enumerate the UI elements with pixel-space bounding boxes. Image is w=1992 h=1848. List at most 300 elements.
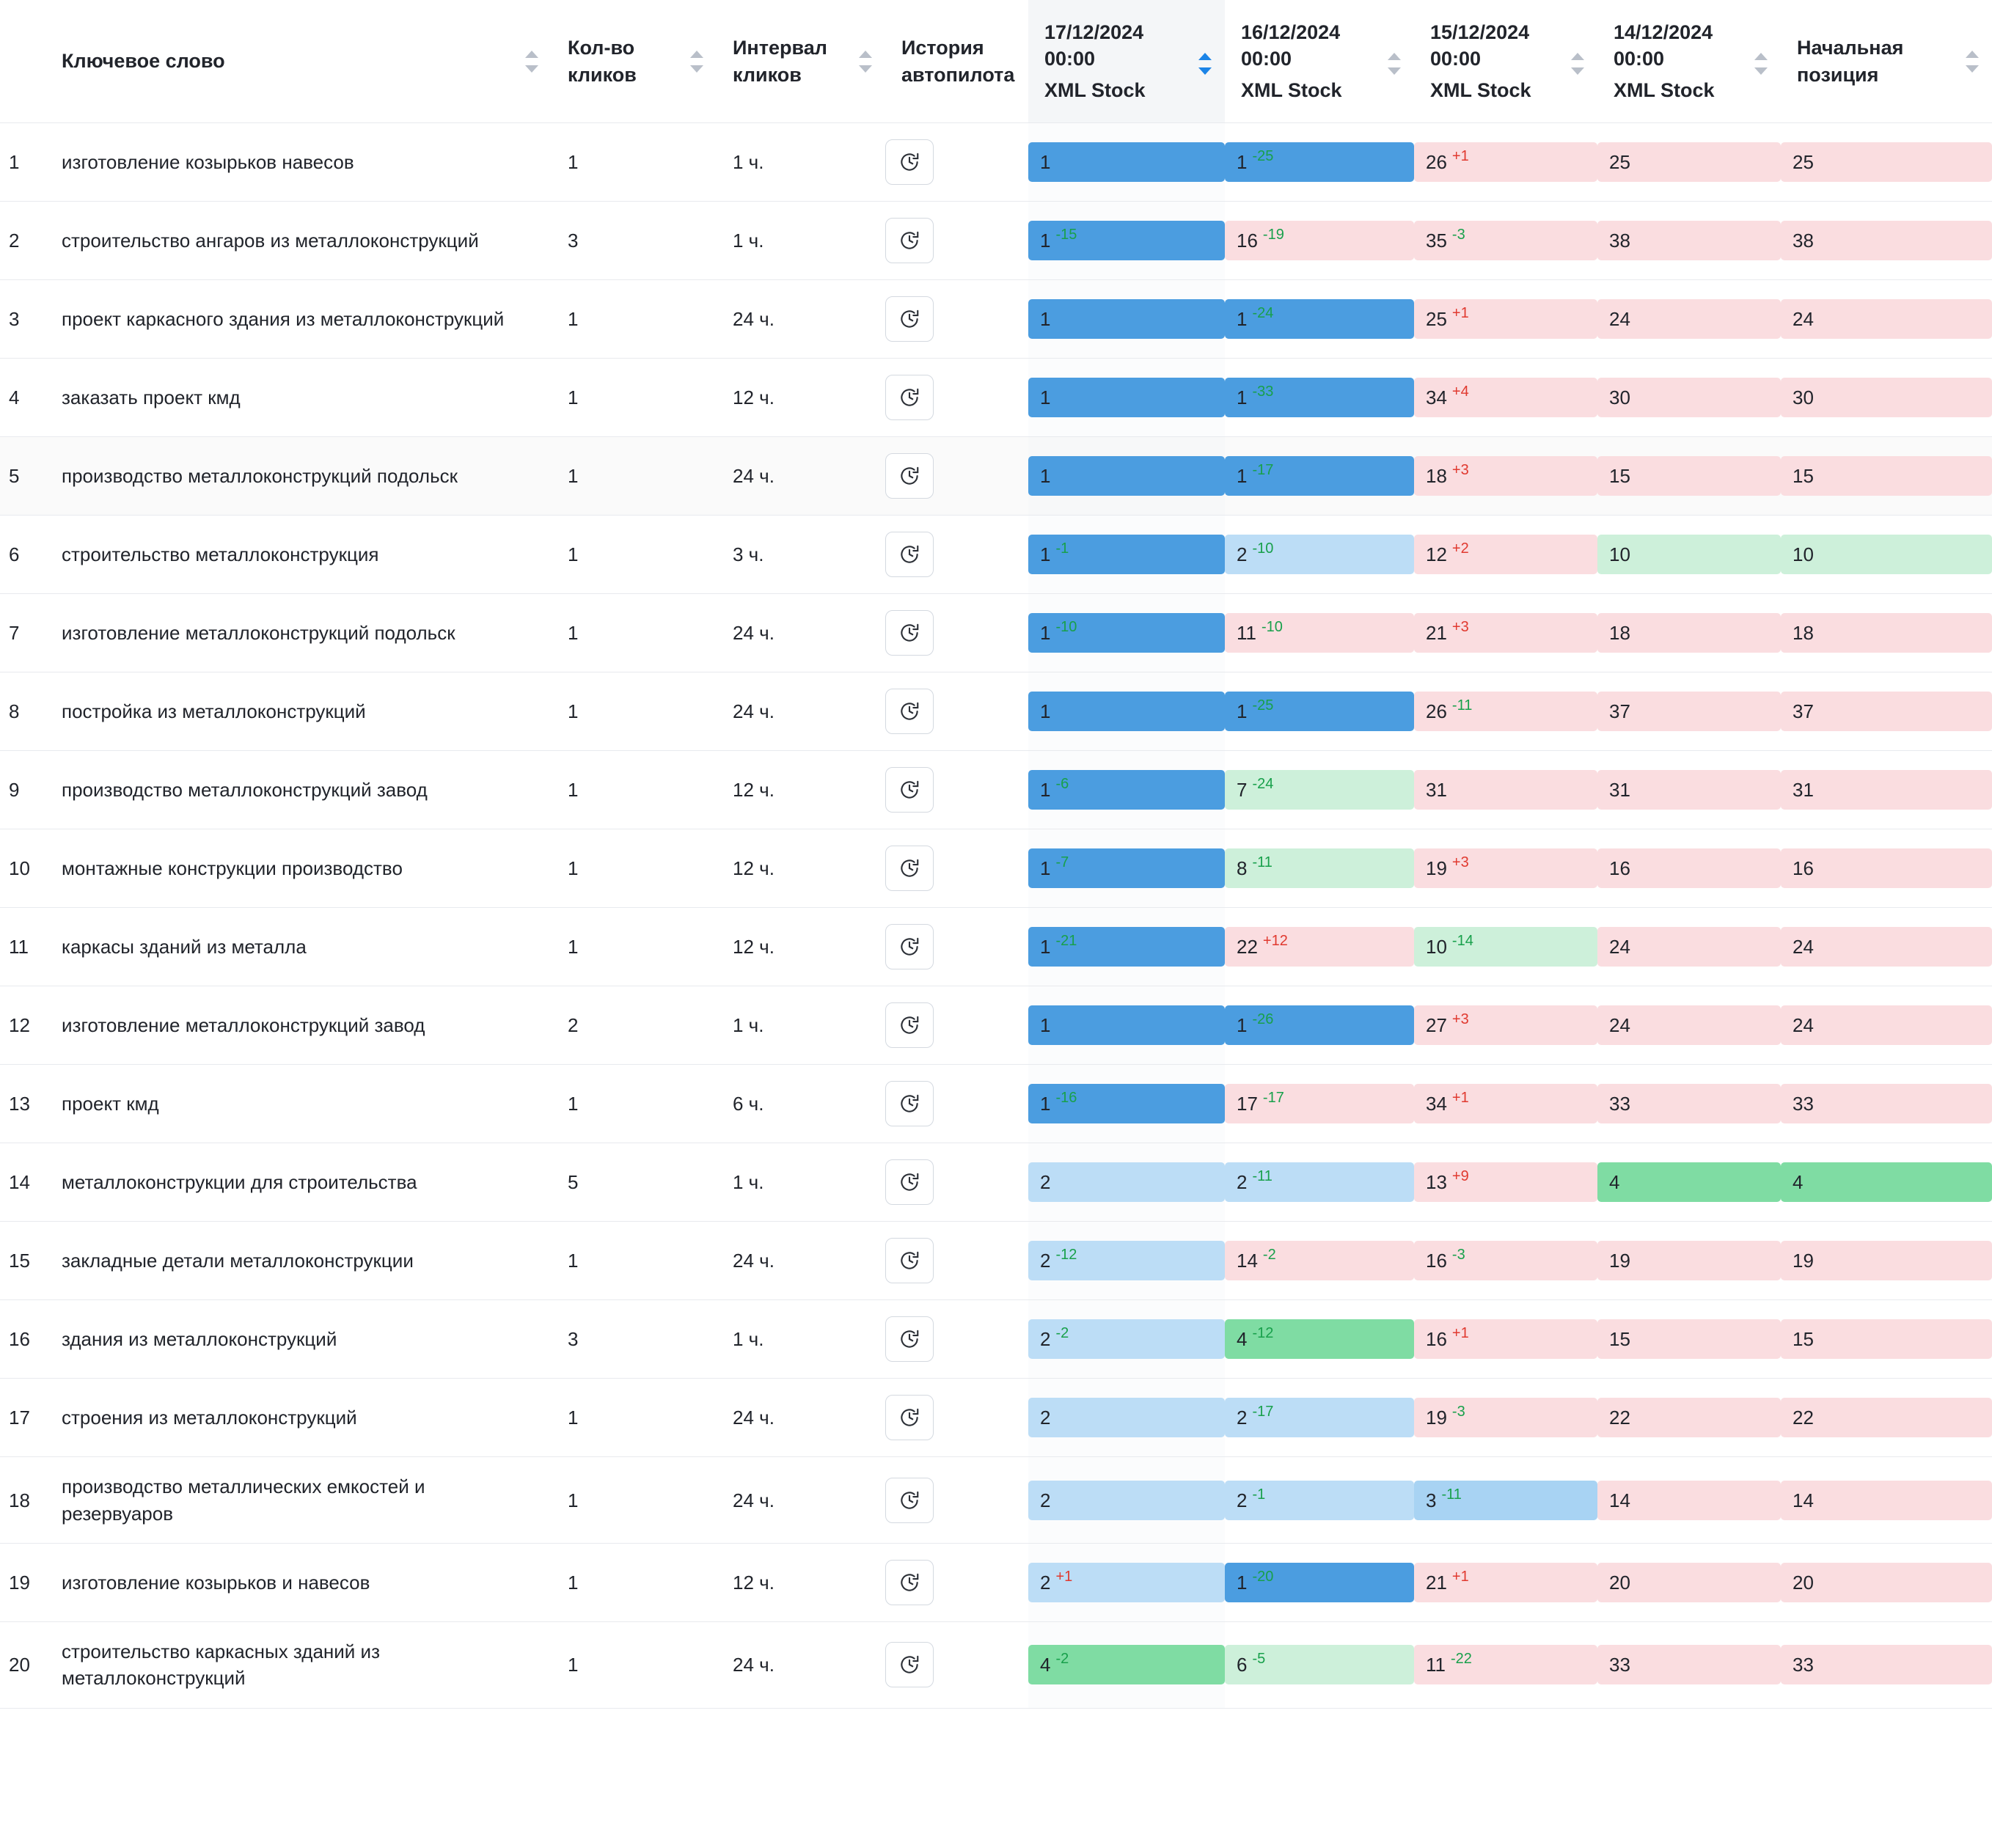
clock-history-icon [898,386,920,408]
autopilot-history-button[interactable] [885,1081,934,1126]
sort-icon-interval[interactable] [859,51,872,73]
clock-history-icon [898,1654,920,1676]
row-clicks: 1 [552,1065,717,1143]
position-value: 1 [1237,386,1248,409]
position-delta: -26 [1252,1011,1274,1028]
row-position-date-4 [1597,1222,1781,1300]
position-delta: +1 [1451,148,1469,165]
autopilot-history-button[interactable] [885,453,934,499]
position-value: 37 [1609,700,1630,723]
position-value: 21 [1426,622,1447,645]
position-value: 1 [1237,465,1248,488]
row-interval: 1 ч. [717,1300,885,1379]
position-pill [1597,770,1781,810]
position-pill [1781,1645,1992,1684]
clock-history-icon [898,230,920,252]
row-history [885,202,1028,280]
position-pill [1597,1162,1781,1202]
table-row[interactable] [0,359,1992,437]
position-delta: +2 [1451,540,1469,557]
position-pill [1028,1241,1225,1280]
position-value: 21 [1426,1571,1447,1594]
column-date-1[interactable] [1028,0,1225,123]
position-delta: -11 [1252,854,1273,871]
position-value: 1 [1040,700,1051,723]
position-delta: -5 [1252,1651,1266,1668]
position-delta: -17 [1262,1090,1284,1107]
position-delta: -20 [1252,1569,1274,1585]
position-delta: -17 [1252,1404,1274,1420]
position-pill [1225,692,1414,731]
clock-history-icon [898,936,920,958]
autopilot-history-button[interactable] [885,1159,934,1205]
position-value: 2 [1040,1328,1051,1351]
position-delta: -21 [1055,933,1077,950]
row-clicks: 5 [552,1143,717,1222]
row-clicks: 1 [552,908,717,986]
row-interval: 1 ч. [717,123,885,202]
row-keyword: проект каркасного здания из металлоконструкций [45,280,552,359]
row-position-date-4 [1597,986,1781,1065]
header-row [0,0,1992,123]
row-history [885,1143,1028,1222]
row-clicks: 1 [552,1622,717,1709]
row-index: 6 [0,516,45,594]
row-history [885,437,1028,516]
autopilot-history-button[interactable] [885,1238,934,1283]
position-pill [1028,221,1225,260]
table-row[interactable] [0,672,1992,751]
row-interval: 24 ч. [717,1457,885,1544]
position-delta: -10 [1055,619,1077,636]
autopilot-history-button[interactable] [885,1316,934,1362]
table-row[interactable] [0,202,1992,280]
row-interval: 6 ч. [717,1065,885,1143]
position-delta: -12 [1252,1325,1274,1342]
column-start-position-label: Начальная позиция [1797,37,1904,86]
column-date-3[interactable] [1414,0,1597,123]
position-value: 12 [1426,543,1447,566]
position-pill [1781,1084,1992,1123]
table-row[interactable] [0,280,1992,359]
position-value: 1 [1237,1014,1248,1037]
column-start-position[interactable] [1781,0,1992,123]
row-keyword: строительство ангаров из металлоконструкций [45,202,552,280]
row-clicks: 3 [552,1300,717,1379]
row-position-date-4 [1597,123,1781,202]
row-keyword: строения из металлоконструкций [45,1379,552,1457]
position-delta: -2 [1055,1325,1069,1342]
row-interval: 12 ч. [717,908,885,986]
position-value: 24 [1609,936,1630,958]
row-position-date-4 [1597,908,1781,986]
row-start-position [1781,1379,1992,1457]
position-pill [1597,1319,1781,1359]
column-date-4-source: XML Stock [1614,78,1715,101]
position-value: 19 [1426,857,1447,880]
position-value: 15 [1793,1328,1814,1351]
column-keyword[interactable] [45,0,552,123]
row-position-date-2 [1225,1222,1414,1300]
clock-history-icon [898,543,920,565]
autopilot-history-button[interactable] [885,139,934,185]
position-pill [1414,1162,1597,1202]
row-interval: 12 ч. [717,1544,885,1622]
position-pill [1781,456,1992,496]
row-history [885,280,1028,359]
row-keyword: заказать проект кмд [45,359,552,437]
row-position-date-1 [1028,908,1225,986]
autopilot-history-button[interactable] [885,924,934,969]
position-value: 35 [1426,230,1447,252]
position-pill [1597,692,1781,731]
position-delta: +1 [1451,1569,1469,1585]
position-pill [1028,1005,1225,1045]
position-pill [1597,535,1781,574]
row-history [885,1222,1028,1300]
row-position-date-1 [1028,829,1225,908]
position-value: 11 [1426,1654,1446,1676]
row-keyword: каркасы зданий из металла [45,908,552,986]
position-pill [1414,378,1597,417]
position-pill [1781,1005,1992,1045]
row-position-date-4 [1597,1143,1781,1222]
position-pill [1225,1563,1414,1602]
row-position-date-1 [1028,359,1225,437]
sort-icon-date-1[interactable] [1198,53,1212,75]
position-pill [1028,142,1225,182]
row-position-date-2 [1225,829,1414,908]
row-position-date-2 [1225,280,1414,359]
row-index: 9 [0,751,45,829]
row-start-position [1781,1544,1992,1622]
position-pill [1781,848,1992,888]
table-row[interactable] [0,1457,1992,1544]
position-delta: -24 [1252,305,1274,322]
sort-icon-start-position[interactable] [1966,51,1979,73]
row-index: 5 [0,437,45,516]
position-delta: -33 [1252,384,1274,400]
table-row[interactable] [0,986,1992,1065]
position-pill [1781,378,1992,417]
autopilot-history-button[interactable] [885,689,934,734]
position-value: 22 [1609,1407,1630,1429]
row-position-date-2 [1225,1379,1414,1457]
position-delta: +4 [1451,384,1469,400]
row-position-date-2 [1225,594,1414,672]
row-keyword: производство металлоконструкций подольск [45,437,552,516]
position-pill [1225,927,1414,967]
position-delta: -2 [1262,1247,1276,1264]
table-row[interactable] [0,1379,1992,1457]
position-pill [1597,1005,1781,1045]
position-value: 8 [1237,857,1248,880]
position-delta: -3 [1451,1247,1465,1264]
row-position-date-3 [1414,1544,1597,1622]
position-value: 1 [1040,1014,1051,1037]
row-position-date-3 [1414,359,1597,437]
row-history [885,986,1028,1065]
position-pill [1225,1398,1414,1437]
autopilot-history-button[interactable] [885,1560,934,1605]
column-date-4[interactable] [1597,0,1781,123]
autopilot-history-button[interactable] [885,767,934,813]
position-delta: +12 [1262,933,1288,950]
position-pill [1781,1481,1992,1520]
clock-history-icon [898,1093,920,1115]
position-pill [1414,535,1597,574]
autopilot-history-button[interactable] [885,1642,934,1687]
position-delta: -22 [1451,1651,1472,1668]
position-pill [1781,692,1992,731]
position-pill [1781,770,1992,810]
row-position-date-4 [1597,359,1781,437]
position-value: 1 [1237,1571,1248,1594]
row-interval: 1 ч. [717,1143,885,1222]
position-pill [1028,848,1225,888]
autopilot-history-button[interactable] [885,532,934,577]
row-interval: 12 ч. [717,359,885,437]
position-value: 14 [1609,1489,1630,1511]
row-keyword: строительство металлоконструкция [45,516,552,594]
position-value: 2 [1040,1571,1051,1594]
position-value: 30 [1609,386,1630,409]
position-pill [1028,299,1225,339]
position-pill [1225,221,1414,260]
row-index: 2 [0,202,45,280]
clock-history-icon [898,1328,920,1350]
position-value: 27 [1426,1014,1447,1037]
column-date-2-date: 16/12/2024 [1241,21,1341,43]
row-index: 14 [0,1143,45,1222]
row-position-date-3 [1414,1065,1597,1143]
row-position-date-1 [1028,986,1225,1065]
position-pill [1225,1241,1414,1280]
position-pill [1028,770,1225,810]
row-keyword: производство металлоконструкций завод [45,751,552,829]
position-value: 1 [1040,779,1051,802]
position-pill [1225,613,1414,653]
row-position-date-2 [1225,437,1414,516]
position-value: 2 [1237,1407,1248,1429]
position-value: 2 [1237,543,1248,566]
row-position-date-1 [1028,1300,1225,1379]
row-position-date-1 [1028,280,1225,359]
position-value: 25 [1426,308,1447,331]
autopilot-history-button[interactable] [885,1478,934,1523]
row-keyword: монтажные конструкции производство [45,829,552,908]
position-pill [1781,535,1992,574]
sort-icon-date-3[interactable] [1571,53,1584,75]
table-row[interactable] [0,437,1992,516]
row-start-position [1781,1065,1992,1143]
position-pill [1781,221,1992,260]
position-delta: -3 [1451,1404,1465,1420]
position-delta: -1 [1252,1486,1266,1503]
table-row[interactable] [0,1065,1992,1143]
column-date-4-date: 14/12/2024 [1614,21,1713,43]
position-pill [1597,1398,1781,1437]
table-body [0,123,1992,1709]
position-value: 1 [1040,543,1051,566]
position-value: 16 [1609,857,1630,880]
position-value: 31 [1426,779,1447,802]
row-keyword: постройка из металлоконструкций [45,672,552,751]
position-pill [1414,770,1597,810]
position-delta: +3 [1451,462,1469,479]
clock-history-icon [898,151,920,173]
position-pill [1414,142,1597,182]
position-value: 19 [1426,1407,1447,1429]
row-start-position [1781,751,1992,829]
row-history [885,1457,1028,1544]
table-row[interactable] [0,1222,1992,1300]
position-delta: -16 [1055,1090,1077,1107]
table-row[interactable] [0,516,1992,594]
row-index: 19 [0,1544,45,1622]
row-position-date-4 [1597,1544,1781,1622]
position-pill [1781,613,1992,653]
position-delta: -6 [1055,776,1069,793]
row-position-date-1 [1028,1222,1225,1300]
position-pill [1414,1319,1597,1359]
row-start-position [1781,908,1992,986]
row-history [885,516,1028,594]
row-position-date-3 [1414,908,1597,986]
position-value: 1 [1040,465,1051,488]
position-value: 24 [1793,1014,1814,1037]
position-value: 30 [1793,386,1814,409]
position-pill [1028,1398,1225,1437]
row-position-date-3 [1414,516,1597,594]
row-position-date-1 [1028,202,1225,280]
row-keyword: закладные детали металлоконструкции [45,1222,552,1300]
position-pill [1225,535,1414,574]
autopilot-history-button[interactable] [885,1002,934,1048]
table-row[interactable] [0,1143,1992,1222]
row-position-date-3 [1414,986,1597,1065]
row-start-position [1781,1300,1992,1379]
table-row[interactable] [0,1544,1992,1622]
position-delta: +1 [1451,1090,1469,1107]
table-row[interactable] [0,123,1992,202]
row-position-date-4 [1597,1300,1781,1379]
position-value: 16 [1426,1328,1447,1351]
position-value: 22 [1793,1407,1814,1429]
row-interval: 24 ч. [717,1379,885,1457]
clock-history-icon [898,1014,920,1036]
autopilot-history-button[interactable] [885,296,934,342]
position-pill [1028,456,1225,496]
column-date-3-time: 00:00 [1430,48,1482,70]
autopilot-history-button[interactable] [885,1395,934,1440]
position-delta: -3 [1451,227,1465,243]
table-row[interactable] [0,1300,1992,1379]
sort-icon-keyword[interactable] [525,51,538,73]
autopilot-history-button[interactable] [885,846,934,891]
position-value: 14 [1237,1250,1258,1272]
row-start-position [1781,672,1992,751]
position-value: 10 [1793,543,1814,566]
row-position-date-3 [1414,829,1597,908]
table-row[interactable] [0,751,1992,829]
row-position-date-3 [1414,202,1597,280]
position-pill [1028,1645,1225,1684]
row-position-date-3 [1414,1143,1597,1222]
position-value: 1 [1237,308,1248,331]
row-position-date-2 [1225,986,1414,1065]
column-interval[interactable] [717,0,885,123]
column-date-2[interactable] [1225,0,1414,123]
position-pill [1414,1563,1597,1602]
column-date-3-date: 15/12/2024 [1430,21,1530,43]
position-value: 1 [1040,230,1051,252]
position-pill [1225,456,1414,496]
row-history [885,908,1028,986]
column-index [0,0,45,123]
position-pill [1597,1645,1781,1684]
table-row[interactable] [0,594,1992,672]
row-history [885,829,1028,908]
table-row[interactable] [0,908,1992,986]
row-position-date-4 [1597,516,1781,594]
position-value: 18 [1609,622,1630,645]
row-start-position [1781,359,1992,437]
position-value: 2 [1040,1489,1051,1511]
row-interval: 3 ч. [717,516,885,594]
position-delta: +9 [1451,1168,1469,1185]
position-pill [1781,1563,1992,1602]
row-index: 1 [0,123,45,202]
column-date-1-date: 17/12/2024 [1044,21,1144,43]
position-pill [1225,299,1414,339]
row-keyword: изготовление козырьков навесов [45,123,552,202]
row-history [885,672,1028,751]
sort-icon-date-4[interactable] [1754,53,1768,75]
row-position-date-4 [1597,202,1781,280]
position-pill [1225,378,1414,417]
autopilot-history-button[interactable] [885,375,934,420]
row-position-date-2 [1225,1300,1414,1379]
row-keyword: здания из металлоконструкций [45,1300,552,1379]
autopilot-history-button[interactable] [885,218,934,263]
table-row[interactable] [0,829,1992,908]
sort-icon-clicks[interactable] [690,51,703,73]
autopilot-history-button[interactable] [885,610,934,656]
row-clicks: 1 [552,672,717,751]
position-pill [1028,1084,1225,1123]
row-position-date-2 [1225,359,1414,437]
column-keyword-label: Ключевое слово [62,50,225,73]
position-delta: +3 [1451,1011,1469,1028]
row-interval: 24 ч. [717,594,885,672]
position-value: 33 [1793,1654,1814,1676]
column-clicks[interactable] [552,0,717,123]
row-position-date-1 [1028,437,1225,516]
position-pill [1414,456,1597,496]
position-pill [1225,142,1414,182]
row-position-date-1 [1028,1065,1225,1143]
row-interval: 24 ч. [717,437,885,516]
position-delta: -25 [1252,148,1274,165]
table-row[interactable] [0,1622,1992,1709]
position-pill [1028,927,1225,967]
position-pill [1597,1084,1781,1123]
row-history [885,1544,1028,1622]
table-header [0,0,1992,123]
row-history [885,751,1028,829]
sort-icon-date-2[interactable] [1388,53,1401,75]
